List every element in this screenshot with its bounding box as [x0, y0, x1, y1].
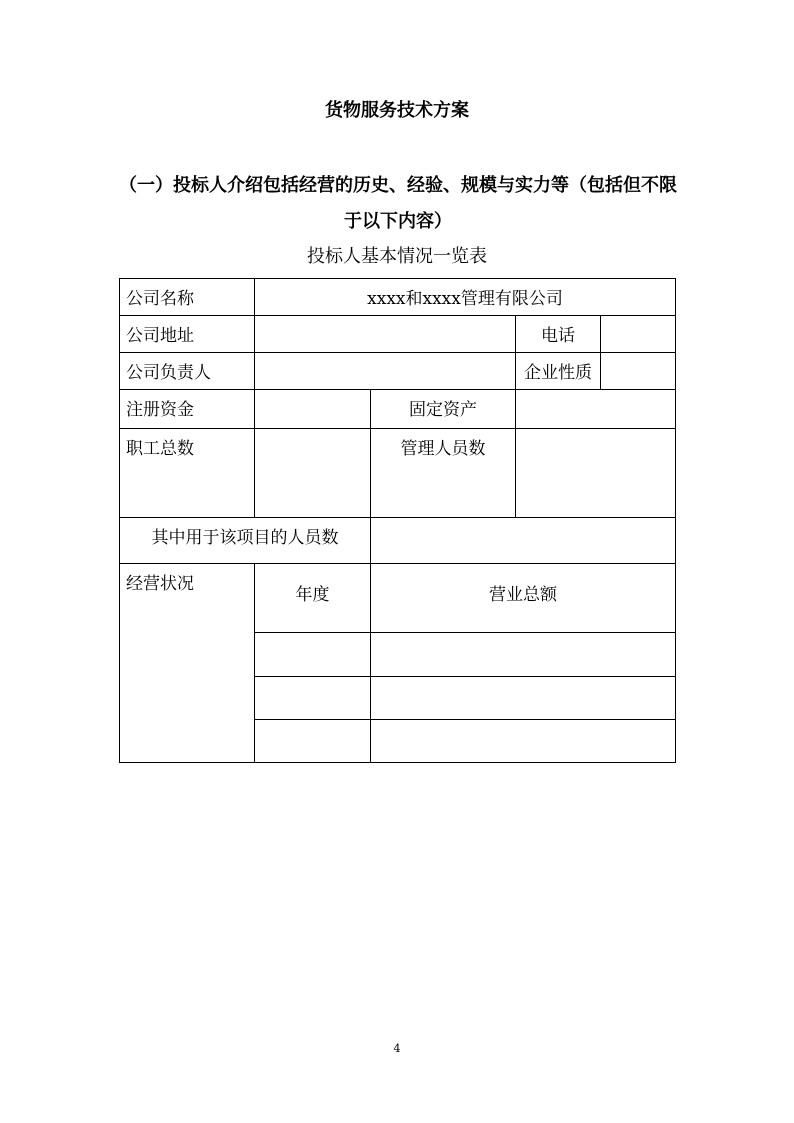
management-staff-label: 管理人员数 — [371, 429, 516, 518]
bidder-info-table — [119, 278, 676, 763]
page-number: 4 — [393, 1042, 401, 1055]
table-row — [120, 279, 676, 316]
document-title: 货物服务技术方案 — [325, 100, 469, 121]
table-row — [120, 429, 676, 518]
company-address-value[interactable] — [255, 316, 516, 353]
fixed-assets-label: 固定资产 — [371, 390, 516, 429]
company-head-label: 公司负责人 — [120, 353, 255, 390]
project-staff-label: 其中用于该项目的人员数 — [120, 518, 371, 564]
company-name-value: xxxx和xxxx管理有限公司 — [255, 279, 676, 316]
company-nature-label: 企业性质 — [516, 353, 601, 390]
staff-total-value[interactable] — [255, 429, 371, 518]
phone-label: 电话 — [516, 316, 601, 353]
company-address-label: 公司地址 — [120, 316, 255, 353]
revenue-header: 营业总额 — [371, 564, 676, 633]
section-heading: （一）投标人介绍包括经营的历史、经验、规模与实力等（包括但不限于以下内容） — [119, 175, 677, 232]
year-cell[interactable] — [255, 677, 371, 720]
revenue-cell[interactable] — [371, 720, 676, 763]
revenue-cell[interactable] — [371, 677, 676, 720]
staff-total-label: 职工总数 — [120, 429, 255, 518]
operation-status-label: 经营状况 — [120, 564, 255, 763]
table-row — [120, 564, 676, 633]
table-row — [120, 353, 676, 390]
table-row — [120, 316, 676, 353]
company-head-value[interactable] — [255, 353, 516, 390]
company-name-label: 公司名称 — [120, 279, 255, 316]
registered-capital-value[interactable] — [255, 390, 371, 429]
phone-value[interactable] — [601, 316, 676, 353]
registered-capital-label: 注册资金 — [120, 390, 255, 429]
revenue-cell[interactable] — [371, 633, 676, 677]
year-cell[interactable] — [255, 720, 371, 763]
year-header: 年度 — [255, 564, 371, 633]
year-cell[interactable] — [255, 633, 371, 677]
table-row — [120, 390, 676, 429]
management-staff-value[interactable] — [516, 429, 676, 518]
project-staff-value[interactable] — [371, 518, 676, 564]
fixed-assets-value[interactable] — [516, 390, 676, 429]
company-nature-value[interactable] — [601, 353, 676, 390]
table-row — [120, 518, 676, 564]
table-caption: 投标人基本情况一览表 — [307, 246, 487, 267]
